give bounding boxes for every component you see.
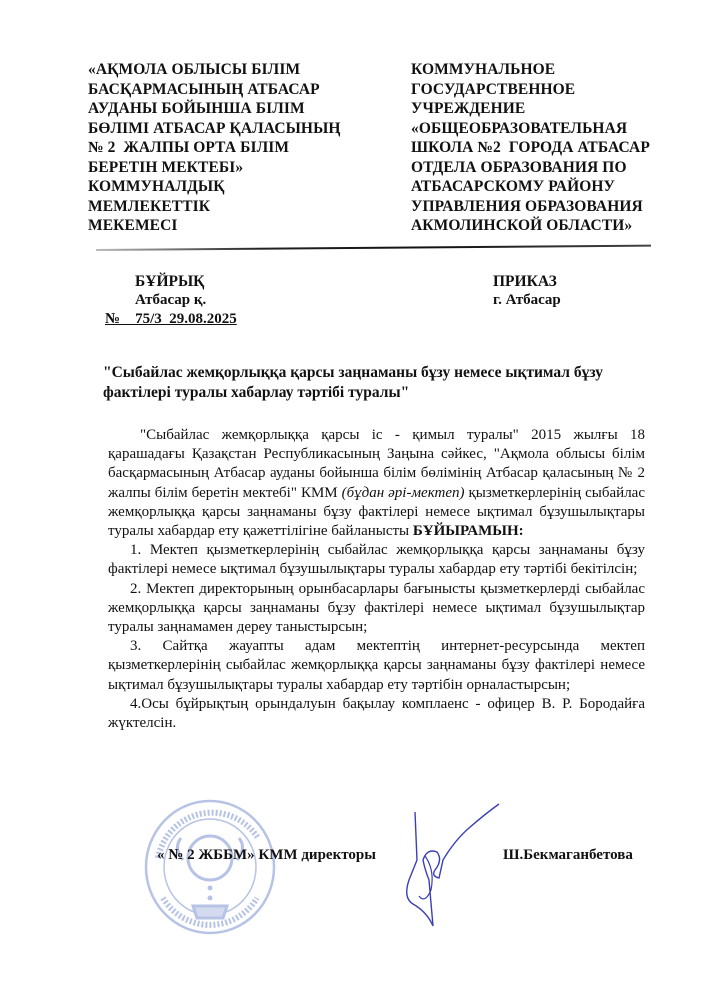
header-kz-line: БАСҚАРМАСЫНЫҢ АТБАСАР bbox=[88, 80, 320, 98]
order-title-ru: ПРИКАЗ bbox=[493, 273, 557, 290]
order-body bbox=[108, 426, 645, 733]
order-item: 4.Осы бұйрықтың орындалуын бақылау комплаенс - офицер В. Р. Бородайға жүктелсін. bbox=[108, 695, 645, 732]
header-ru-line: АТБАСАРСКОМУ РАЙОНУ bbox=[411, 178, 616, 195]
order-title-kz: БҰЙРЫҚ bbox=[135, 273, 205, 290]
header-kz-line: МЕКЕМЕСІ bbox=[88, 217, 178, 234]
intro-text-cont: қызметкерлерінің сыбайлас жемқорлыққа қарсы заңнаманы бұзу фактілері немесе ықтимал бұзушылықтары туралы хабардар ету қажеттілігіне байланысты bbox=[108, 484, 646, 540]
intro-order-word: БҰЙЫРАМЫН: bbox=[412, 523, 524, 540]
order-city-ru: г. Атбасар bbox=[493, 292, 561, 308]
signature-icon bbox=[395, 800, 515, 930]
intro-italic: (бұдан әрі-мектеп) bbox=[341, 484, 465, 501]
header-kz-line: МЕМЛЕКЕТТІК bbox=[88, 197, 211, 215]
order-block-russian bbox=[493, 272, 561, 310]
signatory-name: Ш.Бекмаганбетова bbox=[503, 847, 633, 863]
header-kz-line: БӨЛІМІ АТБАСАР ҚАЛАСЫНЫҢ bbox=[88, 119, 341, 137]
intro-paragraph bbox=[108, 426, 645, 541]
header-russian bbox=[411, 60, 681, 236]
header-kz-line: КОММУНАЛДЫҚ bbox=[88, 178, 225, 195]
header-divider bbox=[96, 245, 651, 251]
header-ru-line: «ОБЩЕОБРАЗОВАТЕЛЬНАЯ bbox=[411, 119, 628, 137]
header-kz-line: № 2 ЖАЛПЫ ОРТА БІЛІМ bbox=[88, 139, 290, 156]
order-city-kz: Атбасар қ. bbox=[135, 292, 207, 308]
header-kz-line: АУДАНЫ БОЙЫНША БІЛІМ bbox=[88, 100, 305, 117]
order-item: 2. Мектеп директорының орынбасарлары бағынысты қызметкерлерді сыбайлас жемқорлыққа қарсы заңнаманы бұзу фактілері немесе ықтимал бұзушылықтар туралы заңнамамен дереу таныстырсын; bbox=[108, 580, 645, 636]
header-kz-line: «АҚМОЛА ОБЛЫСЫ БІЛІМ bbox=[88, 61, 301, 78]
header-kazakh bbox=[88, 60, 388, 236]
header-ru-line: ОТДЕЛА ОБРАЗОВАНИЯ ПО bbox=[411, 158, 627, 176]
header-ru-line: КОММУНАЛЬНОЕ bbox=[411, 61, 556, 78]
header-ru-line: УЧРЕЖДЕНИЕ bbox=[411, 100, 526, 117]
stamp-seal-icon bbox=[143, 798, 278, 936]
order-subject: "Сыбайлас жемқорлыққа қарсы заңнаманы бұзу немесе ықтимал бұзу фактілері туралы хабарлау тәртібі туралы" bbox=[103, 364, 603, 401]
header-kz-line: БЕРЕТІН МЕКТЕБІ» bbox=[88, 158, 244, 176]
intro-text: "Сыбайлас жемқорлыққа қарсы іс - қимыл туралы" 2015 жылғы 18 қарашадағы Қазақстан Республикасының Заңына сәйкес, "Ақмола облысы білім басқармасының Атбасар ауданы бойынша білім бөлімінің Атбасар қаласының № 2 жалпы білім беретін мектебі" КММ bbox=[108, 427, 645, 501]
header-ru-line: ШКОЛА №2 ГОРОДА АТБАСАР bbox=[411, 139, 650, 156]
order-item: 1. Мектеп қызметкерлерінің сыбайлас жемқорлыққа қарсы заңнаманы бұзу фактілері немесе ықтимал бұзушылықтары туралы хабардар ету тәртібі бекітілсін; bbox=[108, 542, 645, 578]
signatory-position: « № 2 ЖББМ» КММ директоры bbox=[157, 847, 376, 863]
order-number-date: № 75/3 29.08.2025 bbox=[105, 311, 237, 327]
order-block-kazakh bbox=[105, 272, 237, 329]
header-ru-line: АКМОЛИНСКОЙ ОБЛАСТИ» bbox=[411, 217, 633, 234]
header-ru-line: ГОСУДАРСТВЕННОЕ bbox=[411, 80, 576, 98]
order-item: 3. Сайтқа жауапты адам мектептің интернет-ресурсында мектеп қызметкерлерінің сыбайлас жемқорлыққа қарсы заңнаманы бұзу фактілері немесе ықтимал бұзушылықтары туралы хабардар ету тәртібін орналастырсын; bbox=[108, 638, 645, 693]
header-ru-line: УПРАВЛЕНИЯ ОБРАЗОВАНИЯ bbox=[411, 197, 643, 215]
